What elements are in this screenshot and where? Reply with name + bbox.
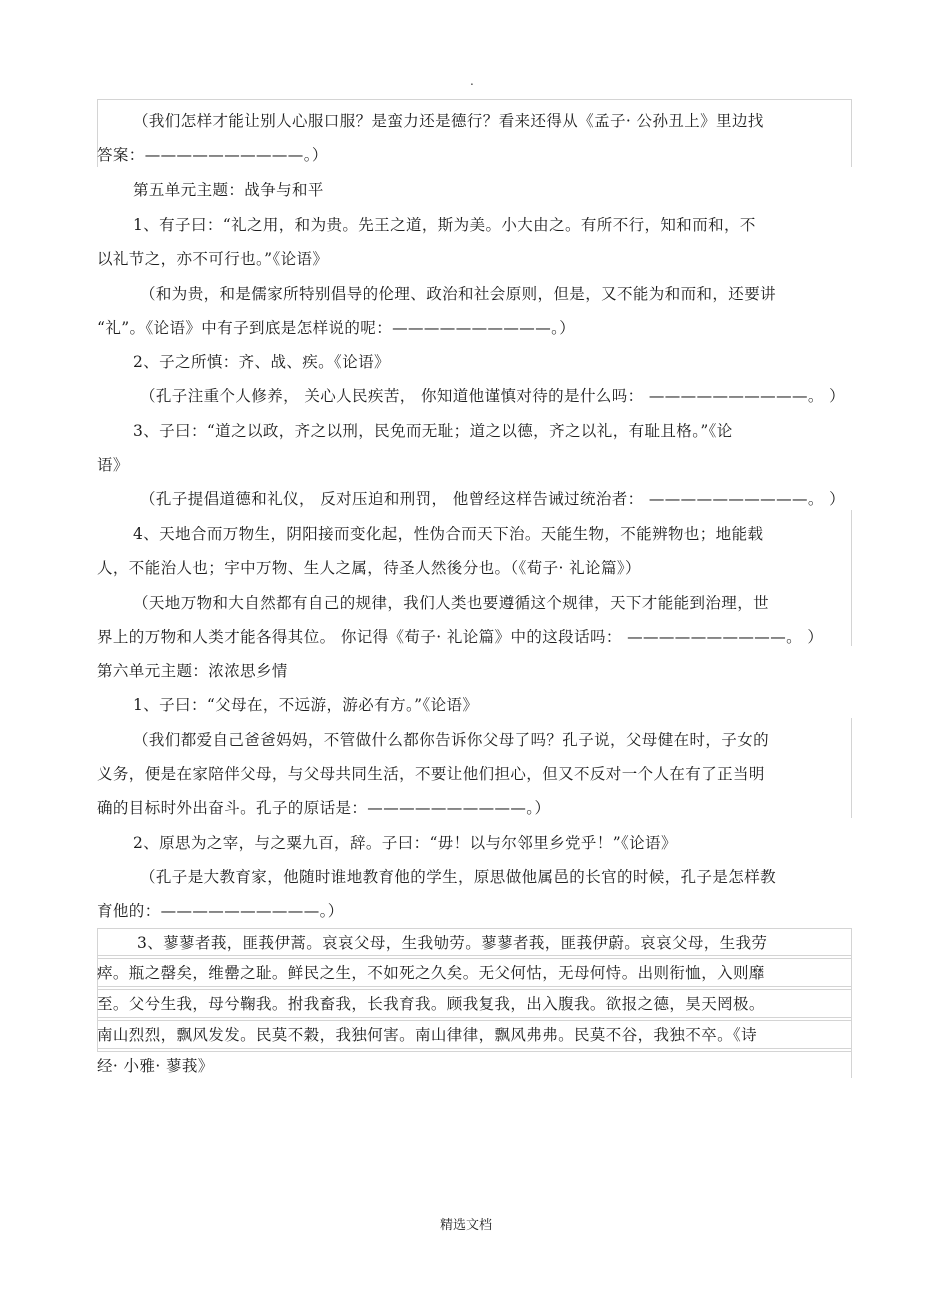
page-footer: 精选文档 (440, 1218, 493, 1233)
border-right (851, 928, 852, 1078)
header-mark: . (470, 74, 474, 88)
border-right (851, 718, 852, 818)
text-line: （我们怎样才能让别人心服口服？是蛮力还是德行？看来还得从《孟子· 公孙丑上》里边找 (133, 112, 764, 130)
border-right (851, 99, 852, 167)
text-line: （和为贵，和是儒家所特别倡导的伦理、政治和社会原则，但是，又不能为和而和，还要讲 (140, 285, 777, 303)
text-line: 界上的万物和人类才能各得其位。 你记得《荀子· 礼论篇》中的这段话吗： ——————————。 ） (97, 628, 824, 646)
text-line: “礼”。《论语》中有子到底是怎样说的呢：——————————。） (97, 319, 576, 337)
text-line: 语》 (97, 456, 129, 474)
border-right (851, 510, 852, 646)
text-line: 2、原思为之宰，与之粟九百，辞。子曰：“毋！以与尔邻里乡党乎！”《论语》 (133, 834, 677, 852)
border-line (97, 989, 851, 990)
border-line (97, 958, 851, 959)
text-line: （孔子是大教育家，他随时谁地教育他的学生，原思做他属邑的长官的时候，孔子是怎样教 (140, 868, 777, 886)
text-line: 4、天地合而万物生，阴阳接而变化起，性伪合而天下治。天能生物，不能辨物也；地能载 (133, 525, 764, 543)
border-line (97, 955, 851, 956)
section-heading: 第六单元主题：浓浓思乡情 (97, 662, 288, 680)
text-line: （我们都爱自己爸爸妈妈，不管做什么都你告诉你父母了吗？孔子说，父母健在时，子女的 (133, 731, 770, 749)
text-line: 经· 小雅· 蓼莪》 (97, 1057, 214, 1075)
border-line (97, 928, 851, 929)
border-top (97, 99, 852, 100)
text-line: 1、有子曰：“礼之用，和为贵。先王之道，斯为美。小大由之。有所不行，知和而和，不 (133, 216, 756, 234)
text-line: 以礼节之，亦不可行也。”《论语》 (97, 250, 329, 268)
text-line: 2、子之所慎：齐、战、疾。《论语》 (133, 353, 390, 371)
text-line: 3、子曰：“道之以政，齐之以刑，民免而无耻；道之以德，齐之以礼，有耻且格。”《论 (133, 422, 733, 440)
text-line: 人，不能治人也；宇中万物、生人之属，待圣人然後分也。（《荀子· 礼论篇》） (97, 559, 641, 577)
border-line (97, 1051, 851, 1052)
text-line: 义务，便是在家陪伴父母，与父母共同生活，不要让他们担心，但又不反对一个人在有了正当明 (97, 765, 765, 783)
text-line: （孔子注重个人修养， 关心人民疾苦， 你知道他谨慎对待的是什么吗： ——————————。 ） (140, 387, 846, 405)
text-line: 至。父兮生我，母兮鞠我。拊我畜我，长我育我。顾我复我，出入腹我。欲报之德，昊天罔极。 (97, 995, 765, 1013)
text-line: 育他的：——————————。） (97, 902, 344, 920)
text-line: 1、子曰：“父母在，不远游，游必有方。”《论语》 (133, 696, 479, 714)
text-line: （天地万物和大自然都有自己的规律，我们人类也要遵循这个规律，天下才能能到治理，世 (133, 594, 770, 612)
text-line: （孔子提倡道德和礼仪， 反对压迫和刑罚， 他曾经这样告诫过统治者： ——————————。 ） (140, 490, 846, 508)
border-line (97, 986, 851, 987)
text-line: 南山烈烈，飘风发发。民莫不穀，我独何害。南山律律，飘风弗弗。民莫不谷，我独不卒。《诗 (97, 1026, 758, 1044)
border-line (97, 1017, 851, 1018)
border-line (97, 1048, 851, 1049)
text-line: 瘁。瓶之罄矣，维罍之耻。鲜民之生，不如死之久矣。无父何怙，无母何恃。出则衔恤，入则靡 (97, 964, 765, 982)
border-line (97, 1020, 851, 1021)
section-heading: 第五单元主题：战争与和平 (133, 181, 324, 199)
text-line: 确的目标时外出奋斗。孔子的原话是：——————————。） (97, 799, 551, 817)
text-line: 3、蓼蓼者莪，匪莪伊蒿。哀哀父母，生我劬劳。蓼蓼者莪，匪莪伊蔚。哀哀父母，生我劳 (137, 934, 768, 952)
text-line: 答案：——————————。） (97, 146, 328, 164)
